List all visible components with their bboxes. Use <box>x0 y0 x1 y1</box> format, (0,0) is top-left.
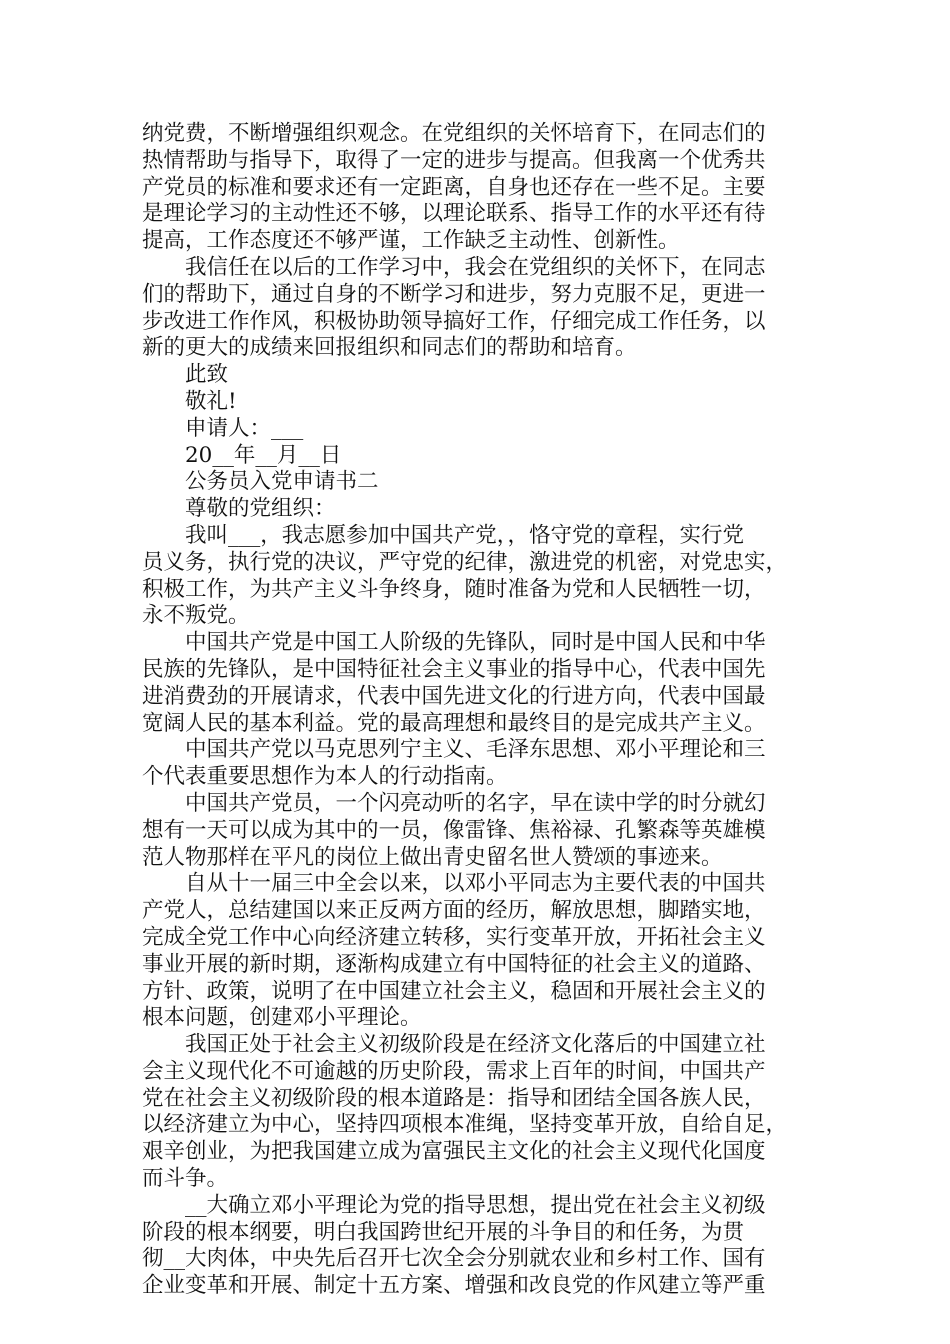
text-line: 产党员的标准和要求还有一定距离，自身也还存在一些不足。主要 <box>142 174 766 200</box>
text-line: 范人物那样在平凡的岗位上做出青史留名世人赞颂的事迹来。 <box>142 844 723 870</box>
text-line: 尊敬的党组织： <box>142 496 336 522</box>
text-line: 以经济建立为中心，坚持四项根本准绳，坚持变革开放，自给自足， <box>142 1112 788 1138</box>
text-line: 自从十一届三中全会以来，以邓小平同志为主要代表的中国共 <box>142 871 766 897</box>
document-body <box>142 121 812 1300</box>
paragraph <box>142 443 812 470</box>
paragraph <box>142 630 812 737</box>
paragraph <box>142 389 812 416</box>
text-line: 是理论学习的主动性还不够，以理论联系、指导工作的水平还有待 <box>142 201 766 227</box>
text-line: 步改进工作作风，积极协助领导搞好工作，仔细完成工作任务，以 <box>142 308 766 334</box>
paragraph <box>142 496 812 523</box>
text-line: 们的帮助下，通过自身的不断学习和进步，努力克服不足，更进一 <box>142 281 766 307</box>
text-line: 企业变革和开展、制定十五方案、增强和改良党的作风建立等严重 <box>142 1273 766 1299</box>
text-line: 民族的先锋队，是中国特征社会主义事业的指导中心，代表中国先 <box>142 656 766 682</box>
text-line: 热情帮助与指导下，取得了一定的进步与提高。但我离一个优秀共 <box>142 147 766 173</box>
text-line: 完成全党工作中心向经济建立转移，实行变革开放，开拓社会主义 <box>142 924 766 950</box>
paragraph <box>142 737 812 791</box>
text-line: 方针、政策，说明了在中国建立社会主义，稳固和开展社会主义的 <box>142 978 766 1004</box>
text-line: 会主义现代化不可逾越的历史阶段，需求上百年的时间，中国共产 <box>142 1058 766 1084</box>
text-line: 想有一天可以成为其中的一员，像雷锋、焦裕禄、孔繁森等英雄模 <box>142 817 766 843</box>
paragraph <box>142 871 812 1032</box>
text-line: 提高，工作态度还不够严谨，工作缺乏主动性、创新性。 <box>142 228 680 254</box>
text-line: 我信任在以后的工作学习中，我会在党组织的关怀下，在同志 <box>142 254 766 280</box>
text-line: 纳党费，不断增强组织观念。在党组织的关怀培育下，在同志们的 <box>142 121 766 146</box>
paragraph <box>142 255 812 362</box>
text-line: 阶段的根本纲要，明白我国跨世纪开展的斗争目的和任务，为贯 <box>142 1219 745 1245</box>
text-line: 个代表重要思想作为本人的行动指南。 <box>142 764 508 790</box>
text-line: 根本问题，创建邓小平理论。 <box>142 1005 422 1031</box>
paragraph <box>142 362 812 389</box>
paragraph <box>142 1032 812 1193</box>
text-line: 艰辛创业，为把我国建立成为富强民主文化的社会主义现代化国度 <box>142 1139 766 1165</box>
paragraph <box>142 121 812 255</box>
text-line: 公务员入党申请书二 <box>142 469 379 495</box>
text-line: 此致 <box>142 362 229 388</box>
text-line: 事业开展的新时期，逐渐构成建立有中国特征的社会主义的道路、 <box>142 951 766 977</box>
text-line: 员义务，执行党的决议，严守党的纪律，激进党的机密，对党忠实， <box>142 549 788 575</box>
paragraph <box>142 1193 812 1300</box>
text-line: 党在社会主义初级阶段的根本道路是：指导和团结全国各族人民， <box>142 1085 766 1111</box>
text-line: 永不叛党。 <box>142 603 250 629</box>
paragraph <box>142 416 812 443</box>
paragraph <box>142 469 812 496</box>
text-line: 中国共产党以马克思列宁主义、毛泽东思想、邓小平理论和三 <box>142 737 766 763</box>
paragraph <box>142 523 812 630</box>
text-line: 新的更大的成绩来回报组织和同志们的帮助和培育。 <box>142 335 637 361</box>
text-line: 宽阔人民的基本利益。党的最高理想和最终目的是完成共产主义。 <box>142 710 766 736</box>
paragraph <box>142 791 812 871</box>
text-line: 我国正处于社会主义初级阶段是在经济文化落后的中国建立社 <box>142 1032 766 1058</box>
text-line: 中国共产党员，一个闪亮动听的名字，早在读中学的时分就幻 <box>142 790 766 816</box>
text-line: 我叫___，我志愿参加中国共产党，，恪守党的章程，实行党 <box>142 522 745 548</box>
text-line: 而斗争。 <box>142 1166 229 1192</box>
text-line: 彻__大肉体，中央先后召开七次全会分别就农业和乡村工作、国有 <box>142 1246 766 1272</box>
text-line: 中国共产党是中国工人阶级的先锋队，同时是中国人民和中华 <box>142 630 766 656</box>
text-line: 20__年__月__日 <box>142 442 342 468</box>
text-line: 敬礼! <box>142 388 237 414</box>
text-line: 进消费劲的开展请求，代表中国先进文化的行进方向，代表中国最 <box>142 683 766 709</box>
text-line: 积极工作，为共产主义斗争终身，随时准备为党和人民牺牲一切， <box>142 576 766 602</box>
text-line: 产党人，总结建国以来正反两方面的经历，解放思想，脚踏实地， <box>142 898 766 924</box>
text-line: 申请人：___ <box>142 415 304 441</box>
text-line: __大确立邓小平理论为党的指导思想，提出党在社会主义初级 <box>142 1192 766 1218</box>
